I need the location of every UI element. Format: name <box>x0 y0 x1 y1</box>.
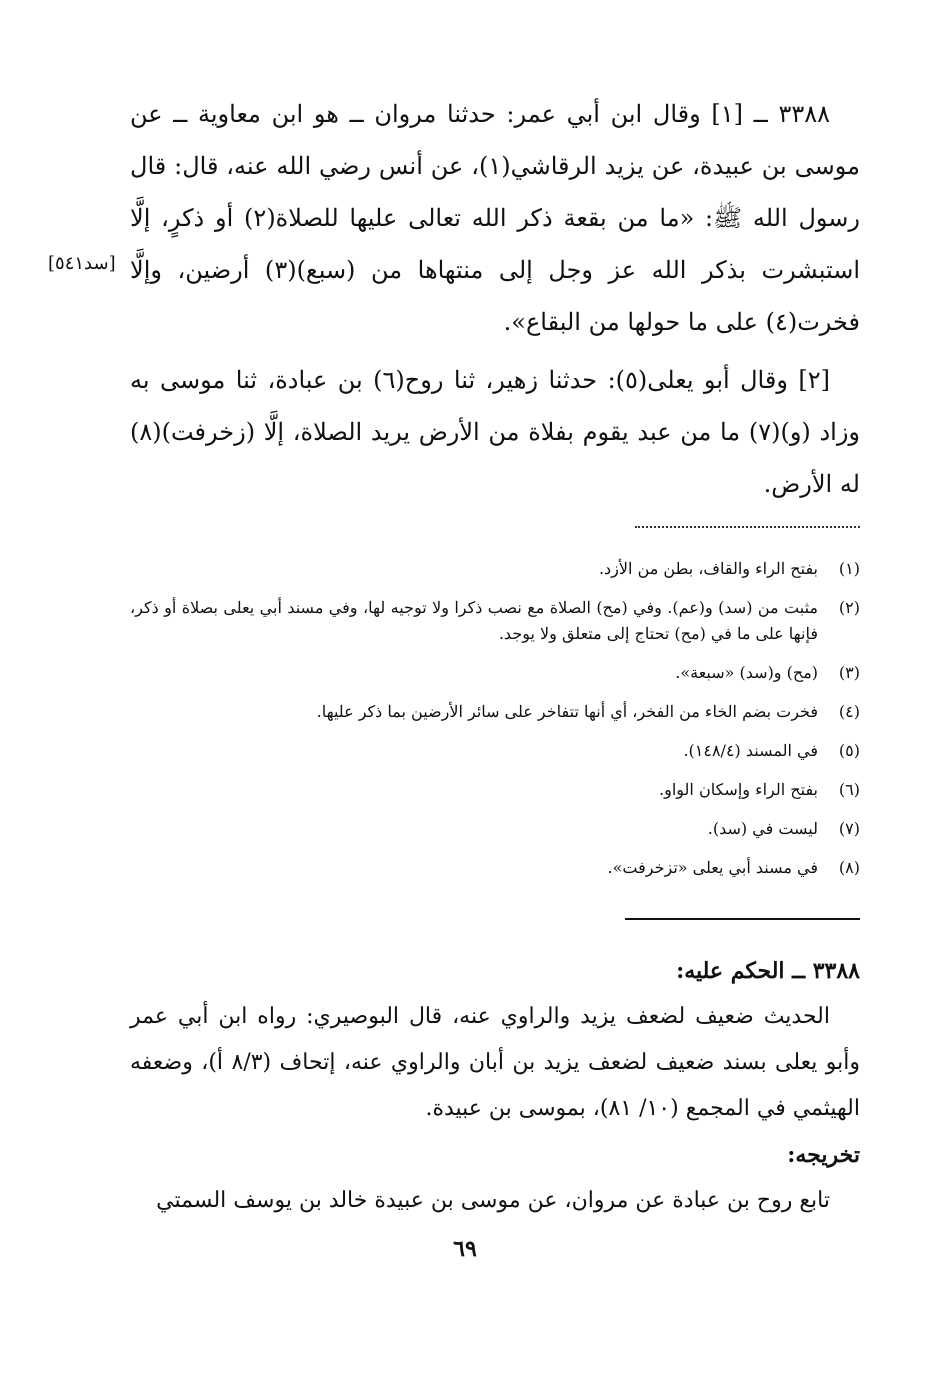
footnote-text: بفتح الراء والقاف، بطن من الأزد. <box>598 559 818 578</box>
footnote-text: ليست في (سد). <box>707 819 818 838</box>
footnotes <box>130 556 860 894</box>
footnote <box>130 855 860 881</box>
takhrij-text: تابع روح بن عبادة عن مروان، عن موسى بن عبيدة خالد بن يوسف السمتي <box>156 1188 830 1213</box>
footnote-number: (٥) <box>838 741 860 760</box>
footnote-number: (٣) <box>838 663 860 682</box>
footnote-number: (٢) <box>838 598 860 617</box>
hadith-paragraph-1: ٣٣٨٨ ــ [١] وقال ابن أبي عمر: حدثنا مروان ــ هو ابن معاوية ــ عن موسى بن عبيدة، عن يزيد الرقاشي(١)، عن أنس رضي الله عنه، قال: قال رسول الله ﷺ: «ما من بقعة ذكر الله تعالى عليها للصلاة(٢) أو ذكرٍ، إلَّا استبشرت بذكر الله عز وجل إلى منتهاها من (سبع)(٣) أرضين، وإلَّا فخرت(٤) على ما حولها من البقاع». <box>130 100 861 336</box>
section-divider <box>625 918 860 920</box>
footnote-number: (٤) <box>838 702 860 721</box>
footnote <box>130 660 860 686</box>
footnote <box>130 816 860 842</box>
footnote-text: (مح) و(سد) «سبعة». <box>675 663 818 682</box>
footnote-text: في المسند (١٤٨/٤). <box>683 741 818 760</box>
footnote <box>130 738 860 764</box>
footnote-number: (١) <box>838 559 860 578</box>
ruling-heading: ٣٣٨٨ ــ الحكم عليه: <box>676 958 860 984</box>
footnote-number: (٦) <box>838 780 860 799</box>
ruling-text: الحديث ضعيف لضعف يزيد والراوي عنه، قال البوصيري: رواه ابن أبي عمر وأبو يعلى بسند ضعيف لضعف يزيد بن أبان والراوي عنه، إتحاف (٨/٣ أ)، وضعفه الهيثمي في المجمع (١٠/ ٨١)، بموسى بن عبيدة. <box>130 1004 861 1121</box>
footnote-number: (٧) <box>838 819 860 838</box>
footnote-separator <box>635 526 860 528</box>
footnote <box>130 595 860 647</box>
footnote <box>130 556 860 582</box>
takhrij-heading: تخريجه: <box>787 1142 860 1168</box>
hadith-text <box>130 88 860 510</box>
footnote <box>130 699 860 725</box>
margin-reference: [سد٥٤١] <box>48 253 116 274</box>
footnote-text: بفتح الراء وإسكان الواو. <box>659 780 818 799</box>
ruling-section <box>130 948 860 1224</box>
footnote-text: مثبت من (سد) و(عم). وفي (مح) الصلاة مع نصب ذكرا ولا توجيه لها، وفي مسند أبي يعلى بصلاة أو ذكر، فإنها على ما في (مح) تحتاج إلى متعلق ولا يوجد. <box>130 598 818 643</box>
footnote-text: فخرت بضم الخاء من الفخر، أي أنها تتفاخر على سائر الأرضين بما ذكر عليها. <box>316 702 818 721</box>
footnote <box>130 777 860 803</box>
hadith-paragraph-2: [٢] وقال أبو يعلى(٥): حدثنا زهير، ثنا روح(٦) بن عبادة، ثنا موسى به وزاد (و)(٧) ما من عبد يقوم بفلاة من الأرض يريد الصلاة، إلَّا (زخرفت)(٨) له الأرض. <box>130 366 861 498</box>
footnote-text: في مسند أبي يعلى «تزخرفت». <box>607 858 818 877</box>
footnote-number: (٨) <box>838 858 860 877</box>
page-number: ٦٩ <box>453 1236 477 1262</box>
